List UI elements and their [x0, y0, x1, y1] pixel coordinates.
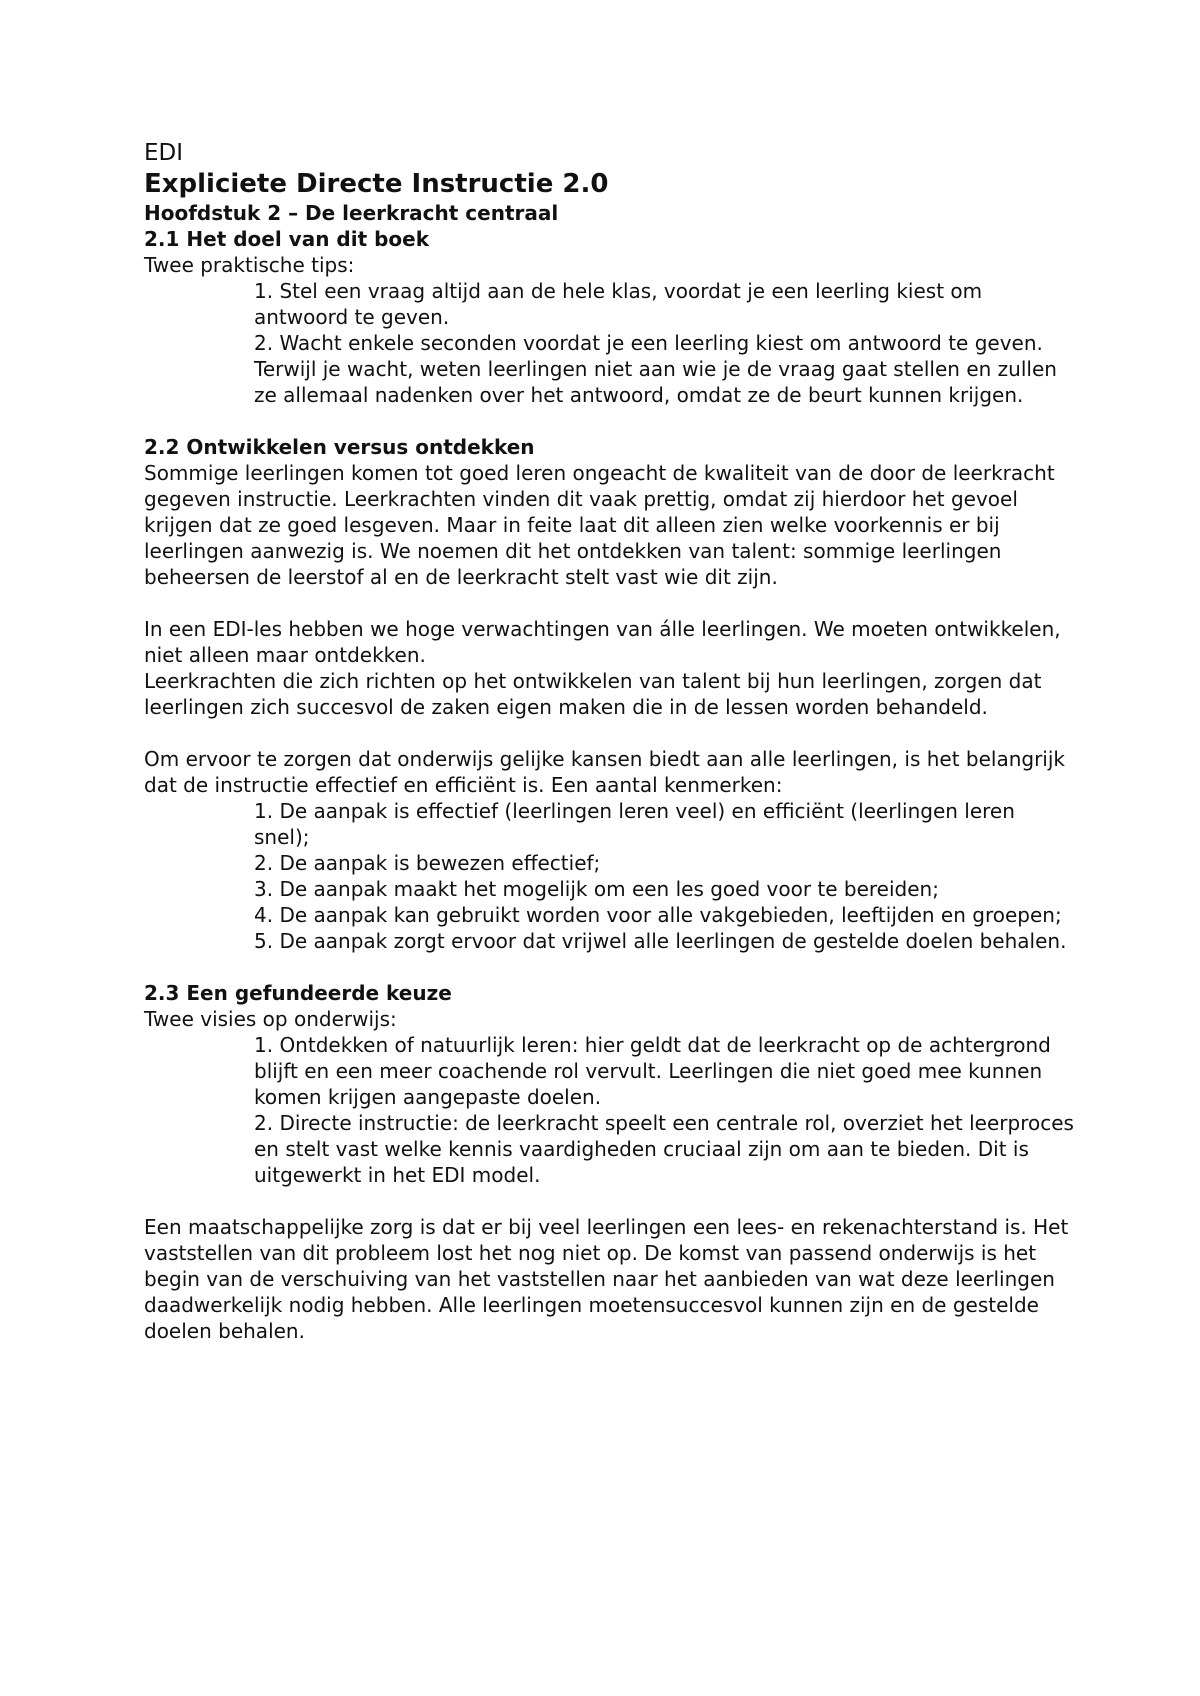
list-item: 1. De aanpak is effectief (leerlingen leren veel) en efficiënt (leerlingen leren snel);	[254, 799, 1015, 849]
section-heading-2-1: 2.1 Het doel van dit boek	[144, 227, 430, 251]
list-item: 4. De aanpak kan gebruikt worden voor alle vakgebieden, leeftijden en groepen;	[254, 903, 1062, 927]
features-list	[144, 798, 1074, 954]
paragraph: Een maatschappelijke zorg is dat er bij veel leerlingen een lees- en rekenachterstand is. Het vaststellen van dit probleem lost het nog niet op. De komst van passend onderwijs is het begin van de verschuiving van het vaststellen naar het aanbieden van wat deze leerlingen daadwerkelijk nodig hebben. Alle leerlingen moetensuccesvol kunnen zijn en de gestelde doelen behalen.	[144, 1215, 1069, 1343]
list-item: 1. Stel een vraag altijd aan de hele klas, voordat je een leerling kiest om antwoord te geven.	[254, 279, 983, 329]
spacer	[144, 408, 1074, 434]
list-item: 3. De aanpak maakt het mogelijk om een les goed voor te bereiden;	[254, 877, 939, 901]
list-item: 5. De aanpak zorgt ervoor dat vrijwel alle leerlingen de gestelde doelen behalen.	[254, 929, 1067, 953]
spacer	[144, 720, 1074, 746]
list-item: 2. Directe instructie: de leerkracht speelt een centrale rol, overziet het leerproces en stelt vast welke kennis vaardigheden cruciaal zijn om aan te bieden. Dit is uitgewerkt in het EDI model.	[254, 1111, 1074, 1187]
visions-list	[144, 1032, 1074, 1188]
paragraph: In een EDI-les hebben we hoge verwachtingen van álle leerlingen. We moeten ontwikkelen, niet alleen maar ontdekken.	[144, 617, 1061, 667]
spacer	[144, 954, 1074, 980]
document-page	[144, 138, 1074, 1344]
tips-list	[144, 278, 1074, 408]
section-intro: Twee praktische tips:	[144, 253, 355, 277]
document-label: EDI	[144, 140, 184, 166]
spacer	[144, 1188, 1074, 1214]
list-item: 2. Wacht enkele seconden voordat je een leerling kiest om antwoord te geven. Terwijl je wacht, weten leerlingen niet aan wie je de vraag gaat stellen en zullen ze allemaal nadenken over het antwoord, omdat ze de beurt kunnen krijgen.	[254, 331, 1057, 407]
document-title: Expliciete Directe Instructie 2.0	[144, 169, 609, 199]
section-intro: Twee visies op onderwijs:	[144, 1007, 397, 1031]
spacer	[144, 590, 1074, 616]
list-item: 2. De aanpak is bewezen effectief;	[254, 851, 601, 875]
paragraph: Leerkrachten die zich richten op het ontwikkelen van talent bij hun leerlingen, zorgen dat leerlingen zich succesvol de zaken eigen maken die in de lessen worden behandeld.	[144, 669, 1042, 719]
list-item: 1. Ontdekken of natuurlijk leren: hier geldt dat de leerkracht op de achtergrond blijft en een meer coachende rol vervult. Leerlingen die niet goed mee kunnen komen krijgen aangepaste doelen.	[254, 1033, 1051, 1109]
section-heading-2-3: 2.3 Een gefundeerde keuze	[144, 981, 452, 1005]
paragraph: Sommige leerlingen komen tot goed leren ongeacht de kwaliteit van de door de leerkracht gegeven instructie. Leerkrachten vinden dit vaak prettig, omdat zij hierdoor het gevoel krijgen dat ze goed lesgeven. Maar in feite laat dit alleen zien welke voorkennis er bij leerlingen aanwezig is. We noemen dit het ontdekken van talent: sommige leerlingen beheersen de leerstof al en de leerkracht stelt vast wie dit zijn.	[144, 461, 1055, 589]
chapter-heading: Hoofdstuk 2 – De leerkracht centraal	[144, 201, 559, 225]
section-heading-2-2: 2.2 Ontwikkelen versus ontdekken	[144, 435, 535, 459]
paragraph: Om ervoor te zorgen dat onderwijs gelijke kansen biedt aan alle leerlingen, is het belangrijk dat de instructie effectief en efficiënt is. Een aantal kenmerken:	[144, 747, 1066, 797]
